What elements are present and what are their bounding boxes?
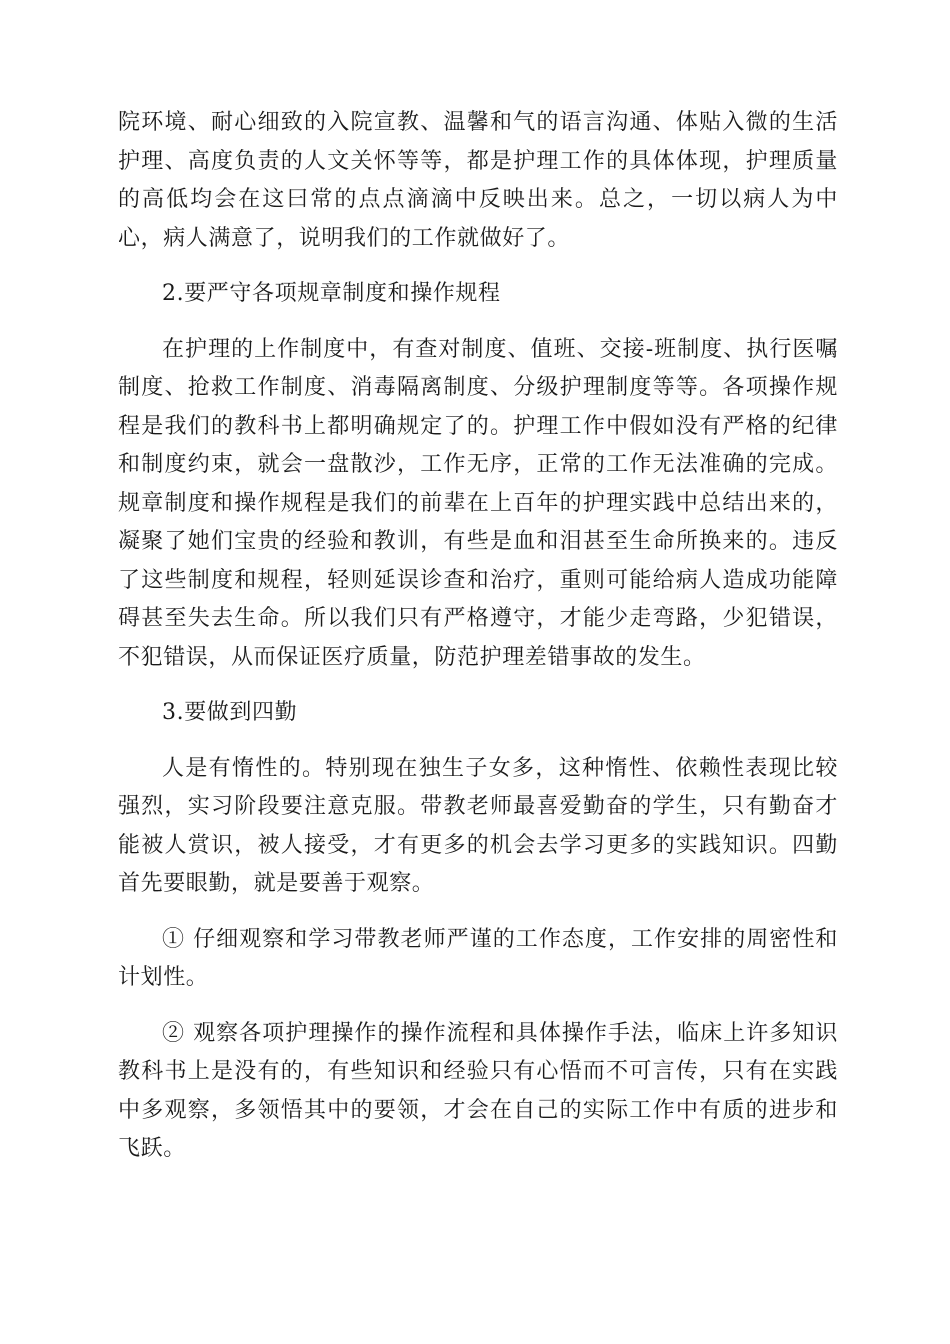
list-item-observe-procedures: ② 观察各项护理操作的操作流程和具体操作手法，临床上许多知识教科书上是没有的，有些知识和经验只有心悟而不可言传，只有在实践中多观察，多领悟其中的要领，才会在自己的实际工作中有质的进步和飞跃。	[118, 1020, 838, 1161]
paragraph-rules-and-procedures: 在护理的上作制度中，有查对制度、值班、交接-班制度、执行医嘱制度、抢救工作制度、消毒隔离制度、分级护理制度等等。各项操作规程是我们的教科书上都明确规定了的。护理工作中假如没有严格的纪律和制度约束，就会一盘散沙，工作无序，正常的工作无法准确的完成。规章制度和操作规程是我们的前辈在上百年的护理实践中总结出来的，凝聚了她们宝贵的经验和教训，有些是血和泪甚至生命所换来的。违反了这些制度和规程，轻则延误诊查和治疗，重则可能给病人造成功能障碍甚至失去生命。所以我们只有严格遵守，才能少走弯路，少犯错误，不犯错误，从而保证医疗质量，防范护理差错事故的发生。	[118, 336, 838, 670]
paragraph-diligence-intro: 人是有惰性的。特别现在独生子女多，这种惰性、依赖性表现比较强烈，实习阶段要注意克服。带教老师最喜爱勤奋的学生，只有勤奋才能被人赏识，被人接受，才有更多的机会去学习更多的实践知识。四勤首先要眼勤，就是要善于观察。	[118, 755, 838, 896]
section-heading-four-diligences: 3.要做到四勤	[162, 700, 298, 725]
paragraph-patient-care-summary: 院环境、耐心细致的入院宣教、温馨和气的语言沟通、体贴入微的生活护理、高度负责的人文关怀等等，都是护理工作的具体体现，护理质量的高低均会在这曰常的点点滴滴中反映出来。总之，一切以病人为中心，病人满意了，说明我们的工作就做好了。	[118, 110, 838, 251]
section-heading-rules: 2.要严守各项规章制度和操作规程	[162, 281, 501, 306]
list-item-observe-attitude: ① 仔细观察和学习带教老师严谨的工作态度，工作安排的周密性和计划性。	[118, 926, 838, 990]
document-body	[118, 104, 838, 1186]
